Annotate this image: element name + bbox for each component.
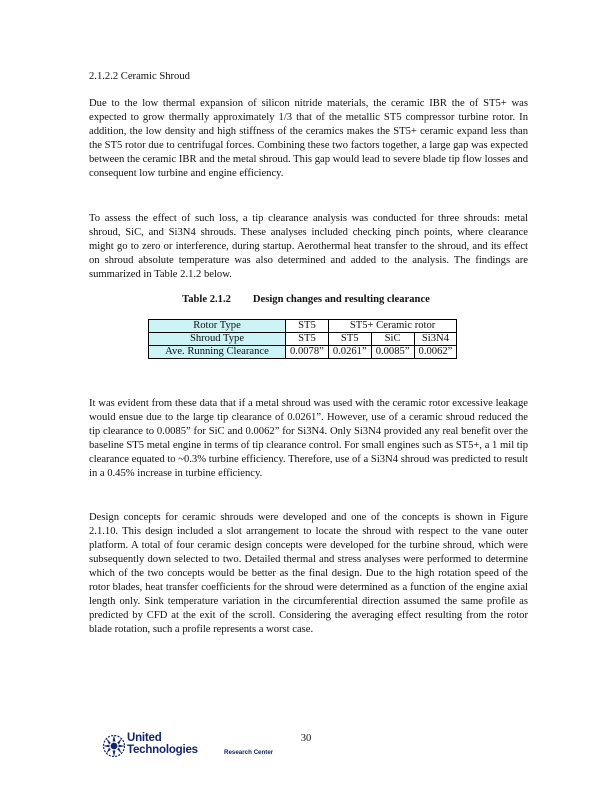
paragraph: Due to the low thermal expansion of silicon nitride materials, the ceramic IBR the of ST5+ was expected to grow thermally approximately 1/3 that of the metallic ST5 compressor turbine rotor. In addition, the low density and high stiffness of the ceramics makes the ST5+ ceramic expand less than the ST5 rotor due to centrifugal forces. Combining these two factors together, a large gap was expected between the ceramic IBR and the metal shroud. This gap would lead to severe blade tip flow losses and consequent low turbine and engine efficiency. [89, 98, 528, 179]
company-name-line1: United [127, 732, 162, 744]
table-cell: ST5 [286, 320, 329, 333]
paragraph: It was evident from these data that if a metal shroud was used with the ceramic rotor excessive leakage would ensue due to the large tip clearance of 0.0261”. However, use of a ceramic shroud reduced the tip clearance to 0.0085” for SiC and 0.0062” for Si3N4. Only Si3N4 provided any real benefit over the baseline ST5 metal engine in terms of tip clearance control. For small engines such as ST5+, a 1 mil tip clearance equated to ~0.3% turbine efficiency. Therefore, use of a Si3N4 shroud was predicted to result in a 0.45% increase in turbine efficiency. [89, 398, 528, 479]
table-caption [0, 294, 612, 305]
page-number: 30 [300, 733, 312, 744]
table-cell: ST5 [328, 333, 371, 346]
table-row [149, 346, 457, 359]
company-subtitle: Research Center [224, 749, 274, 756]
table-cell: 0.0078” [286, 346, 329, 359]
table-title: Design changes and resulting clearance [252, 294, 430, 305]
table-cell: 0.0062” [414, 346, 457, 359]
table-row-header: Shroud Type [149, 333, 286, 346]
table-number: Table 2.1.2 [182, 294, 231, 305]
table-row-header: Ave. Running Clearance [149, 346, 286, 359]
paragraph: To assess the effect of such loss, a tip clearance analysis was conducted for three shrouds: metal shroud, SiC, and Si3N4 shrouds. These analyses included checking pinch points, where clearance might go to zero or interference, during startup. Aerothermal heat transfer to the shroud, and its effect on shroud absolute temperature was also determined and added to the analysis. The findings are summarized in Table 2.1.2 below. [89, 213, 528, 280]
table-cell: ST5+ Ceramic rotor [328, 320, 457, 333]
table-cell: Si3N4 [414, 333, 457, 346]
table-row-header: Rotor Type [149, 320, 286, 333]
table-row [149, 333, 457, 346]
paragraph: Design concepts for ceramic shrouds were developed and one of the concepts is shown in Figure 2.1.10. This design included a slot arrangement to locate the shroud with respect to the vane outer platform. A total of four ceramic design concepts were developed for the turbine shroud, which were subsequently down selected to two. Detailed thermal and stress analyses were performed to determine which of the two concepts would be better as the final design. Due to the high rotation speed of the rotor blades, heat transfer coefficients for the shroud were determined as a function of the engine axial length only. Sink temperature variation in the circumferential direction assumed the same profile as predicted by CFD at the exit of the scroll. Considering the averaging effect resulting from the rotor blade rotation, such a profile represents a worst case. [89, 512, 528, 635]
clearance-table [148, 319, 457, 359]
table-cell: ST5 [286, 333, 329, 346]
company-name-line2: Technologies [127, 743, 198, 756]
table-cell: SiC [371, 333, 414, 346]
table-cell: 0.0261” [328, 346, 371, 359]
section-heading: 2.1.2.2 Ceramic Shroud [89, 71, 190, 82]
table-row [149, 320, 457, 333]
table-cell: 0.0085” [371, 346, 414, 359]
